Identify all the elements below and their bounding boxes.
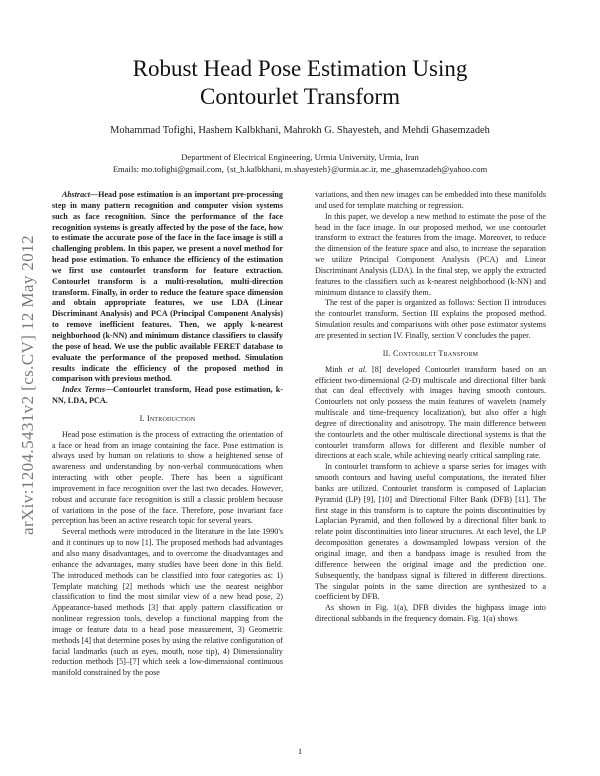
affiliation-block [60, 152, 540, 175]
contourlet-paragraph-1 [315, 365, 546, 463]
title-line-1: Robust Head Pose Estimation Using [132, 56, 468, 81]
affiliation: Department of Electrical Engineering, Urmia University, Urmia, Iran [181, 152, 419, 162]
contourlet-paragraph-1-text: [8] developed Contourlet transform based on an efficient two-dimensional (2-D) multiscale and directional filter bank that can deal effectively with images having smooth contours. Contourlets not only possess the main features of wavelets (namely multiscale and time-frequency localization), but also offer a high degree of directionality and anisotropy. The main difference between the contourlets and the other multiscale directional systems is that the contourlet transform allows for different and flexible number of directions at each scale, while achieving nearly critical sampling rate. [315, 364, 547, 461]
section-heading-introduction [52, 414, 283, 425]
arxiv-stamp [14, 200, 42, 570]
section-title: Introduction [146, 413, 196, 423]
index-terms-text: —Contourlet transform, Head pose estimation, k-NN, LDA, PCA. [52, 385, 283, 406]
author-list: Mohammad Tofighi, Hashem Kalbkhani, Mahrokh G. Shayesteh, and Mehdi Ghasemzadeh [110, 125, 490, 136]
abstract-label: Abstract [62, 190, 90, 199]
emails: Emails: mo.tofighi@gmail.com, {st_h.kalbkhani, m.shayesteh}@urmia.ac.ir, me_ghasemzadeh@yahoo.com [112, 163, 488, 174]
right-column [315, 190, 546, 625]
abstract [52, 190, 283, 385]
et-al: et al. [347, 364, 367, 374]
contourlet-paragraph-2: In contourlet transform to achieve a sparse series for images with smooth contours and having useful computations, the iterated filter banks are utilized. Contourlet transform is composed of Laplacian Pyramid (LP) [9], [10] and Directional Filter Bank (DFB) [11]. The first stage in this transform is to capture the points discontinuities by Laplacian Pyramid, and then followed by a directional filter bank to relate point discontinuities into linear structures. At each level, the LP decomposition generates a downsampled lowpass version of the original image, and then a bandpass image is resulted from the difference between the original image and the prediction one. Subsequently, the bandpass signal is filtered in different directions. The singular points in the same direction are synthesized to a coefficient by DFB. [315, 462, 546, 602]
section-title: Contourlet Transform [393, 348, 479, 358]
index-terms [52, 385, 283, 407]
abstract-text: —Head pose estimation is an important pre-processing step in many pattern recognition and computer vision systems such as face recognition. Since the performance of the face recognition systems is greatly affected by the pose of the face, how to estimate the accurate pose of the face in the face image is still a challenging problem. In this paper, we present a novel method for head pose estimation. To enhance the efficiency of the estimation we first use contourlet transform for feature extraction. Contourlet transform is a multi-resolution, multi-direction transform. Finally, in order to reduce the feature space dimension and obtain appropriate features, we use LDA (Linear Discriminant Analysis) and PCA (Principal Component Analysis) to remove inefficient features. Then, we apply k-nearest neighborhood (k-NN) and minimum distance classifiers to classify the pose of head. We use the public available FERET database to evaluate the performance of the proposed method. Simulation results indicate the efficiency of the proposed method in comparison with previous method. [52, 190, 283, 384]
title-line-2: Contourlet Transform [200, 84, 400, 109]
index-terms-label: Index Terms [62, 385, 105, 395]
page-number: 1 [297, 746, 303, 756]
right-paragraph-2: The rest of the paper is organized as follows: Section II introduces the contourlet transform. Section III explains the proposed method. Simulation results and comparisons with other pose estimator systems are presented in section IV. Finally, section V concludes the paper. [315, 298, 546, 340]
paper-title [60, 55, 540, 111]
section-number: I. [139, 413, 145, 423]
arxiv-stamp-text: arXiv:1204.5431v2 [cs.CV] 12 May 2012 [18, 235, 37, 535]
section-number: II. [382, 348, 391, 358]
intro-paragraph-1: Head pose estimation is the process of extracting the orientation of a face or head from an image containing the face. Pose estimation is always used by human on relations to show a heightened sense of awareness and understanding by non-verbal communications when interacting with other people. There has been a significant improvement in face recognition over the last two decades. However, robust and accurate face recognition is still a classic problem because of variations in the pose of the face. Therefore, pose invariant face perception has been an active research topic for several years. [52, 429, 283, 526]
section-heading-contourlet [315, 349, 546, 360]
author-name: Minh [325, 364, 343, 374]
right-paragraph-continued: variations, and then new images can be embedded into these manifolds and used for template matching or regression. [315, 190, 546, 210]
left-column [52, 190, 283, 679]
right-paragraph-1: In this paper, we develop a new method to estimate the pose of the head in the face image. In our proposed method, we use contourlet transform to extract the features from the image. Moreover, to reduce the dimension of the feature space and also, to increase the separation we utilize Principal Component Analysis (PCA) and Linear Discriminant Analysis (LDA). In the final step, we apply the extracted features to the classifiers such as k-nearest neighborhood (k-NN) and minimum distance to classify them. [315, 211, 546, 297]
contourlet-paragraph-3: As shown in Fig. 1(a), DFB divides the highpass image into directional subbands in the frequency domain. Fig. 1(a) shows [315, 603, 546, 624]
intro-paragraph-2: Several methods were introduced in the literature in the late 1990's and it continues up to now [1]. The proposed methods had advantages and also many disadvantages, and to overcome the disadvantages and enhance the advantages, many studies have been done in this field. The introduced methods can be classified into four categories as: 1) Template matching [2] methods which use the nearest neighbor classification to find the most similar view of a new head pose, 2) Appearance-based methods [3] that apply pattern classification or nonlinear regression tools, develop a functional mapping from the image or feature data to a head pose measurement, 3) Geometric methods [4] that determine poses by using the relative configuration of facial landmarks (such as eyes, mouth, nose tip), 4) Dimensionality reduction methods [5]–[7] which seek a low-dimensional continuous manifold constrained by the pose [52, 527, 283, 678]
